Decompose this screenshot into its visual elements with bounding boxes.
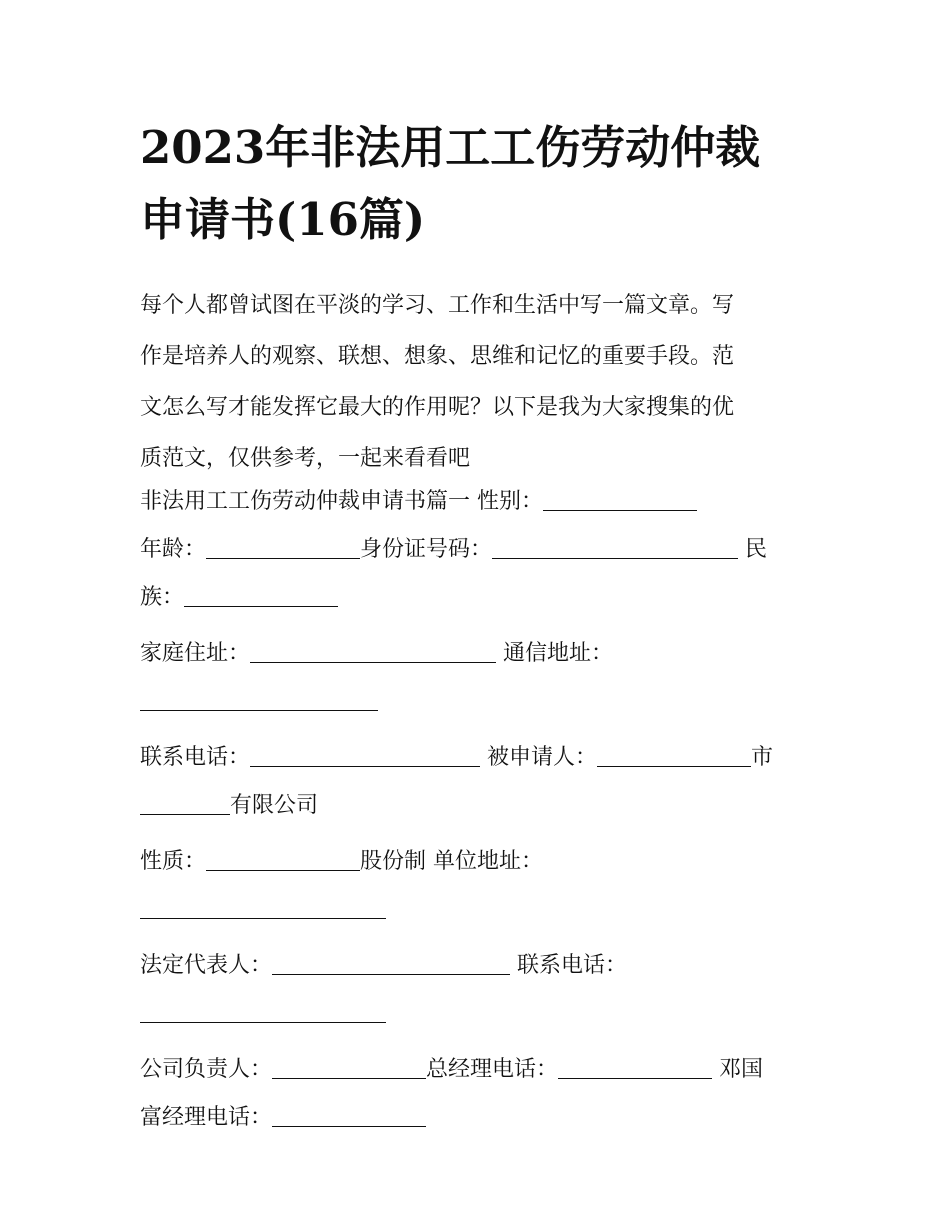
phone-label: 联系电话： <box>140 745 251 770</box>
unit-address-blank <box>140 896 386 919</box>
phone-blank <box>250 744 480 767</box>
intro-line: 每个人都曾试图在平淡的学习、工作和生活中写一篇文章。写 <box>140 293 735 318</box>
form-row-unit-address-blank <box>140 886 830 934</box>
intro-line: 质范文，仅供参考，一起来看看吧 <box>140 446 471 471</box>
gender-blank <box>543 488 697 511</box>
manager-phone-blank <box>272 1104 426 1127</box>
form-row-company <box>140 782 830 830</box>
deng-label-end: 富经理电话： <box>140 1105 273 1130</box>
form-row-manager-phone <box>140 1094 830 1142</box>
ethnic-label-end: 族： <box>140 585 185 610</box>
legal-rep-label: 法定代表人： <box>140 953 273 978</box>
form-row-contact-phone-blank <box>140 990 830 1038</box>
company-head-blank <box>272 1056 426 1079</box>
title-line-1: 2023年非法用工工伤劳动仲裁 <box>140 121 761 174</box>
nature-blank <box>206 848 360 871</box>
unit-address-label: 单位地址： <box>433 849 544 874</box>
form-row-company-head <box>140 1046 830 1094</box>
contact-phone-label: 联系电话： <box>517 953 628 978</box>
home-address-label: 家庭住址： <box>140 641 251 666</box>
respondent-label: 被申请人： <box>487 745 598 770</box>
contact-phone-blank <box>140 1000 386 1023</box>
company-name-blank <box>140 792 230 815</box>
company-head-label: 公司负责人： <box>140 1057 273 1082</box>
application-form <box>140 478 830 1142</box>
form-row-legal-rep <box>140 942 830 990</box>
ethnic-label-start: 民 <box>745 537 768 562</box>
document-title <box>140 112 830 256</box>
id-number-label: 身份证号码： <box>360 537 493 562</box>
home-address-blank <box>250 640 496 663</box>
gm-phone-label: 总经理电话： <box>426 1057 559 1082</box>
intro-paragraph <box>140 280 830 484</box>
mail-address-blank <box>140 688 378 711</box>
form-row-ethnic <box>140 574 830 622</box>
form-row-heading-gender <box>140 478 830 526</box>
title-line-2: 申请书(16篇) <box>140 193 426 246</box>
age-label: 年龄： <box>140 537 207 562</box>
legal-rep-blank <box>272 952 510 975</box>
gm-phone-blank <box>558 1056 712 1079</box>
intro-line: 作是培养人的观察、联想、想象、思维和记忆的重要手段。范 <box>140 344 735 369</box>
form-row-addresses <box>140 630 830 678</box>
city-suffix: 市 <box>751 745 774 770</box>
section-heading: 非法用工工伤劳动仲裁申请书篇一 <box>140 489 471 514</box>
mail-address-label: 通信地址： <box>503 641 614 666</box>
gender-label: 性别： <box>477 489 544 514</box>
form-row-age-id <box>140 526 830 574</box>
nature-value: 股份制 <box>360 849 427 874</box>
nature-label: 性质： <box>140 849 207 874</box>
intro-line: 文怎么写才能发挥它最大的作用呢？以下是我为大家搜集的优 <box>140 395 735 420</box>
deng-label-start: 邓国 <box>719 1057 764 1082</box>
company-suffix: 有限公司 <box>230 793 319 818</box>
form-row-phone-respondent <box>140 734 830 782</box>
form-row-nature-unit-address <box>140 838 830 886</box>
respondent-blank <box>597 744 751 767</box>
ethnic-blank <box>184 584 338 607</box>
age-blank <box>206 536 360 559</box>
form-row-mail-address-blank <box>140 678 830 726</box>
id-number-blank <box>492 536 738 559</box>
